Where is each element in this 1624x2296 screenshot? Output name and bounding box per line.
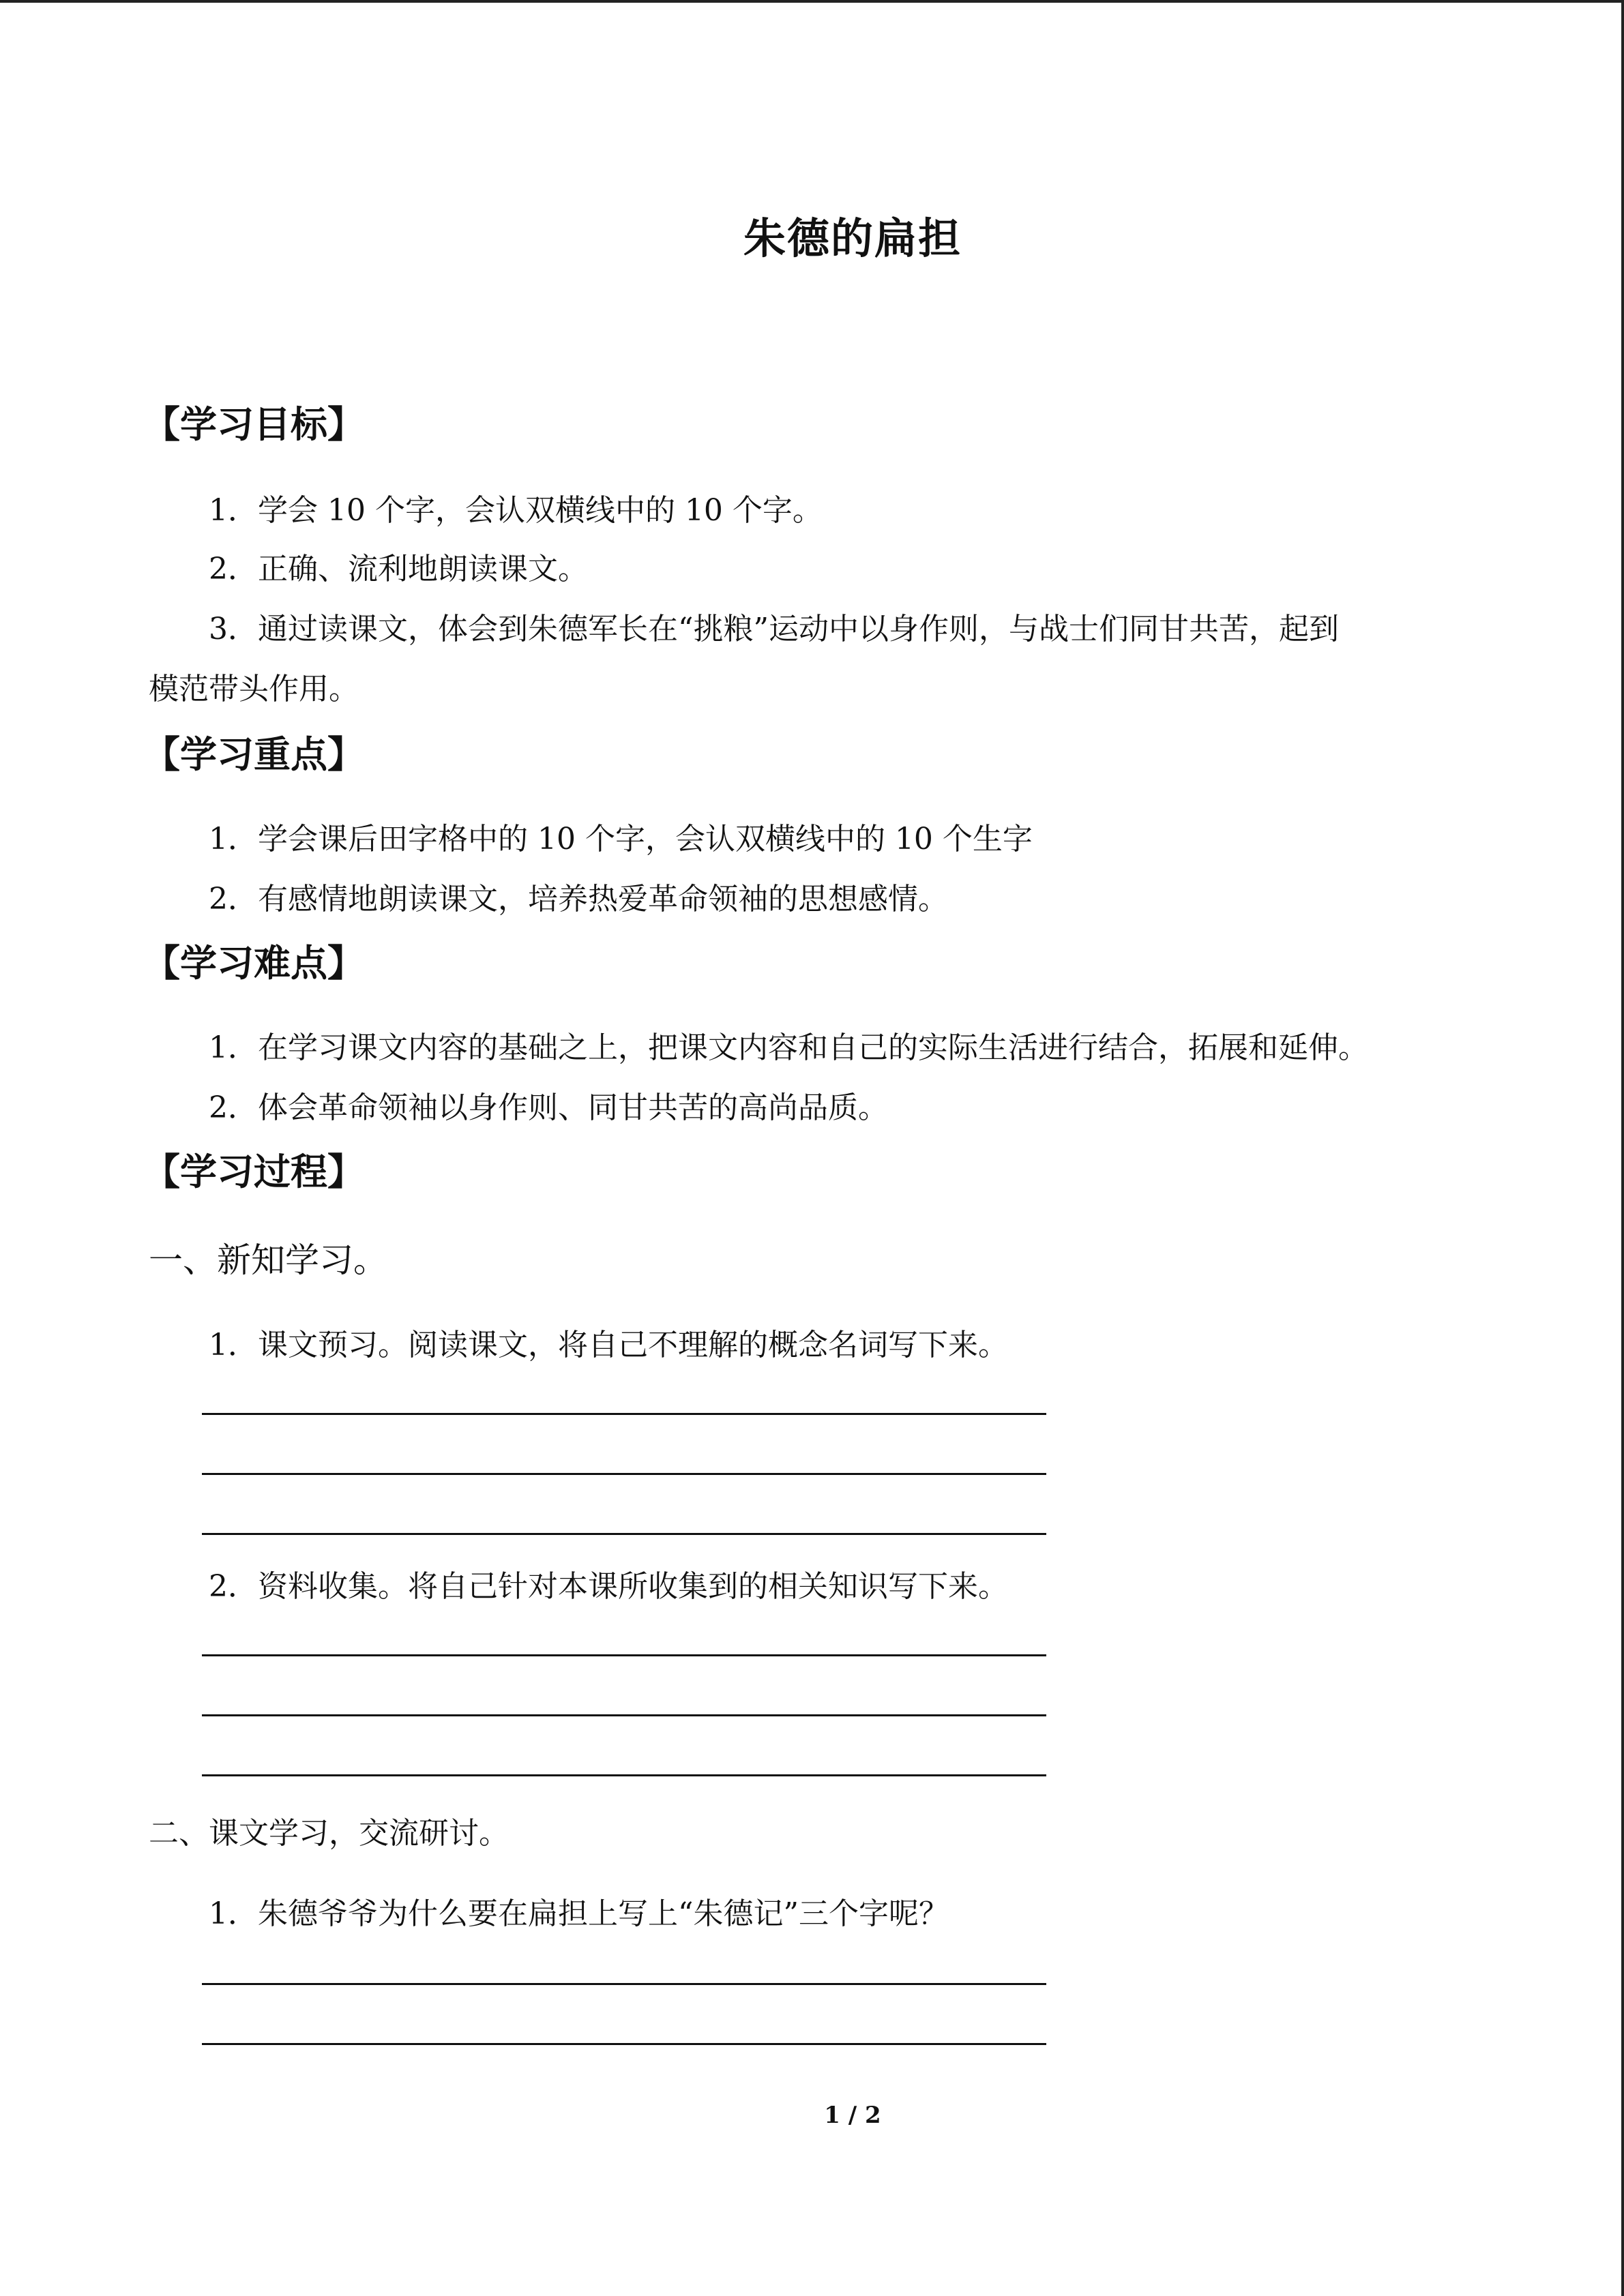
- question-materials: 2．资料收集。将自己针对本课所收集到的相关知识写下来。: [209, 1569, 1008, 1604]
- objective-item-3-cont: 模范带头作用。: [149, 672, 359, 706]
- answer-line[interactable]: [202, 1413, 1046, 1415]
- objective-item-2: 2．正确、流利地朗读课文。: [209, 552, 588, 586]
- answer-line[interactable]: [202, 1654, 1046, 1656]
- answer-line[interactable]: [202, 2043, 1046, 2045]
- page-border-top: [0, 0, 1624, 3]
- answer-line[interactable]: [202, 1533, 1046, 1535]
- answer-line[interactable]: [202, 1714, 1046, 1716]
- heading-process: 【学习过程】: [143, 1150, 364, 1193]
- objective-item-1: 1．学会 10 个字，会认双横线中的 10 个字。: [209, 493, 823, 528]
- answer-line[interactable]: [202, 1473, 1046, 1475]
- key-point-item-1: 1．学会课后田字格中的 10 个字，会认双横线中的 10 个生字: [209, 822, 1033, 856]
- heading-key-points: 【学习重点】: [143, 733, 364, 776]
- page-number: 1 / 2: [824, 2102, 881, 2129]
- section-new-knowledge: 一、新知学习。: [149, 1240, 387, 1280]
- difficulty-item-1: 1．在学习课文内容的基础之上，把课文内容和自己的实际生活进行结合，拓展和延伸。: [209, 1030, 1368, 1065]
- section-text-study: 二、课文学习，交流研讨。: [149, 1816, 509, 1851]
- heading-difficulties: 【学习难点】: [143, 942, 364, 985]
- difficulty-item-2: 2．体会革命领袖以身作则、同甘共苦的高尚品质。: [209, 1090, 888, 1125]
- answer-line[interactable]: [202, 1983, 1046, 1985]
- heading-objectives: 【学习目标】: [143, 403, 364, 446]
- question-zhude-carrying-pole: 1．朱德爷爷为什么要在扁担上写上“朱德记”三个字呢？: [209, 1896, 949, 1931]
- page-title: 朱德的扁担: [743, 213, 962, 263]
- objective-item-3: 3．通过读课文，体会到朱德军长在“挑粮”运动中以身作则，与战士们同甘共苦，起到: [209, 612, 1339, 646]
- question-preview: 1．课文预习。阅读课文，将自己不理解的概念名词写下来。: [209, 1328, 1008, 1362]
- key-point-item-2: 2．有感情地朗读课文，培养热爱革命领袖的思想感情。: [209, 882, 948, 916]
- answer-line[interactable]: [202, 1774, 1046, 1776]
- page-border-right: [1621, 0, 1624, 2296]
